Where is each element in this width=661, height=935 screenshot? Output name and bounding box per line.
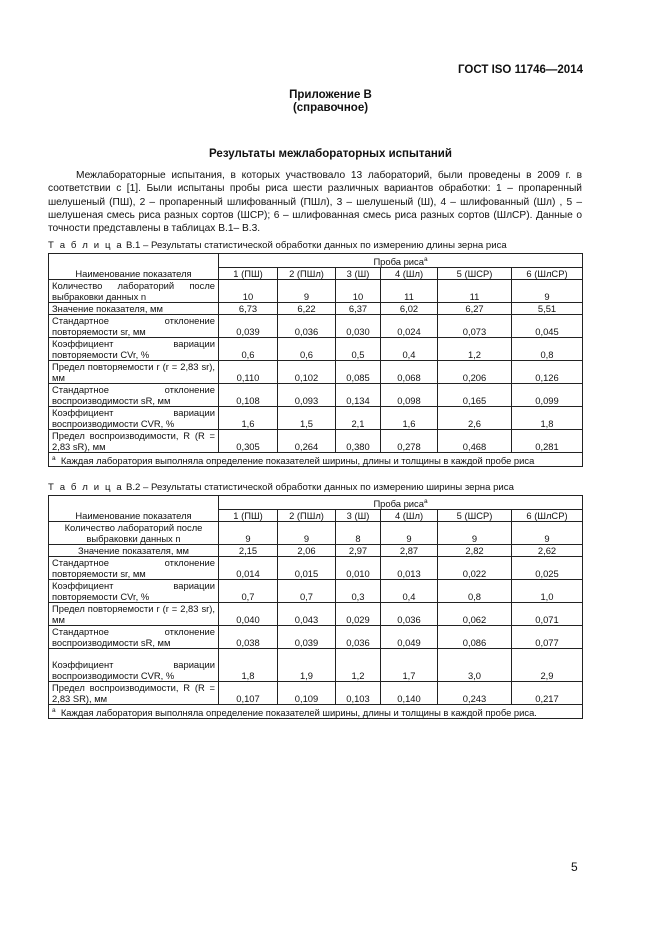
table-cell: 6,37 — [336, 303, 381, 315]
table-row — [49, 580, 583, 603]
table1-col-header: 3 (Ш) — [336, 268, 381, 280]
table-cell: 0,036 — [381, 603, 438, 626]
table1-col-header: 6 (ШлСР) — [512, 268, 583, 280]
table-cell: 0,109 — [278, 682, 336, 705]
table-cell: 0,093 — [278, 384, 336, 407]
row-label: Стандартное отклонение воспроизводимости sR, мм — [49, 626, 219, 649]
table-row — [49, 315, 583, 338]
table-cell: 6,02 — [381, 303, 438, 315]
table-cell: 9 — [278, 280, 336, 303]
table-cell: 10 — [219, 280, 278, 303]
table1-caption-prefix: Т а б л и ц а — [48, 240, 124, 251]
table1-footnote — [49, 453, 583, 467]
row-label: Стандартное отклонение повторяемости sr, мм — [49, 315, 219, 338]
table-cell: 0,281 — [512, 430, 583, 453]
table-cell: 9 — [438, 522, 512, 545]
appendix-title: Приложение В — [289, 89, 372, 101]
table-cell: 0,024 — [381, 315, 438, 338]
table-cell: 0,077 — [512, 626, 583, 649]
table-row — [49, 649, 583, 682]
table2-col-header: 6 (ШлСР) — [512, 510, 583, 522]
section-heading: Результаты межлабораторных испытаний — [209, 148, 452, 160]
table-cell: 0,468 — [438, 430, 512, 453]
table-cell: 0,305 — [219, 430, 278, 453]
row-label: Предел повторяемости r (r = 2,83 sr), мм — [49, 361, 219, 384]
table-cell: 0,045 — [512, 315, 583, 338]
table-row — [49, 603, 583, 626]
table-cell: 2,62 — [512, 545, 583, 557]
table-cell: 0,102 — [278, 361, 336, 384]
table-cell: 0,108 — [219, 384, 278, 407]
table-cell: 0,126 — [512, 361, 583, 384]
table-cell: 0,049 — [381, 626, 438, 649]
table-cell: 0,380 — [336, 430, 381, 453]
standard-code: ГОСТ ISO 11746—2014 — [458, 64, 583, 76]
row-label: Предел воспроизводимости, R (R = 2,83 sR), мм — [49, 430, 219, 453]
table-cell: 0,134 — [336, 384, 381, 407]
table-row — [49, 626, 583, 649]
row-label: Количество лабораторий после выбраковки данных n — [49, 280, 219, 303]
table-cell: 9 — [381, 522, 438, 545]
table-cell: 0,039 — [278, 626, 336, 649]
table-cell: 1,7 — [381, 649, 438, 682]
table-cell: 0,038 — [219, 626, 278, 649]
table-cell: 0,7 — [278, 580, 336, 603]
row-label: Стандартное отклонение воспроизводимости sR, мм — [49, 384, 219, 407]
table-cell: 1,6 — [219, 407, 278, 430]
appendix-subtitle: (справочное) — [292, 102, 369, 114]
table2-caption-text: В.2 – Результаты статистической обработки данных по измерению ширины зерна риса — [125, 482, 514, 493]
table-cell: 0,040 — [219, 603, 278, 626]
table-cell: 0,062 — [438, 603, 512, 626]
table-cell: 0,110 — [219, 361, 278, 384]
table-cell: 0,264 — [278, 430, 336, 453]
table-cell: 6,27 — [438, 303, 512, 315]
table-cell: 1,6 — [381, 407, 438, 430]
table-cell: 0,278 — [381, 430, 438, 453]
table-cell: 2,87 — [381, 545, 438, 557]
table-cell: 0,025 — [512, 557, 583, 580]
table-cell: 2,1 — [336, 407, 381, 430]
table-cell: 0,014 — [219, 557, 278, 580]
table-cell: 0,036 — [278, 315, 336, 338]
table-cell: 1,2 — [438, 338, 512, 361]
table2-caption-prefix: Т а б л и ц а — [48, 482, 124, 493]
row-label: Значение показателя, мм — [49, 545, 219, 557]
table2-col-header: 2 (ПШл) — [278, 510, 336, 522]
table-cell: 0,073 — [438, 315, 512, 338]
table-cell: 1,8 — [512, 407, 583, 430]
table-cell: 2,97 — [336, 545, 381, 557]
table-cell: 1,2 — [336, 649, 381, 682]
table-cell: 6,22 — [278, 303, 336, 315]
table1-col-header: 5 (ШСР) — [438, 268, 512, 280]
table-cell: 9 — [512, 522, 583, 545]
row-label: Количество лабораторий после выбраковки данных n — [49, 522, 219, 545]
table2-caption — [48, 482, 514, 493]
table-row — [49, 430, 583, 453]
row-label: Коэффициент вариации повторяемости CVr, % — [49, 580, 219, 603]
table2-col-header: 3 (Ш) — [336, 510, 381, 522]
table-cell: 6,73 — [219, 303, 278, 315]
table-row — [49, 280, 583, 303]
table-row — [49, 545, 583, 557]
table-row — [49, 522, 583, 545]
table-cell: 9 — [278, 522, 336, 545]
table-cell: 0,4 — [381, 580, 438, 603]
table2-header-group — [219, 496, 583, 510]
table1 — [48, 253, 583, 467]
table-cell: 0,015 — [278, 557, 336, 580]
table2-col-header: 5 (ШСР) — [438, 510, 512, 522]
table-cell: 8 — [336, 522, 381, 545]
table-cell: 0,068 — [381, 361, 438, 384]
table-row — [49, 557, 583, 580]
table2 — [48, 495, 583, 719]
row-label: Предел повторяемости r (r = 2,83 sr), мм — [49, 603, 219, 626]
appendix-heading — [0, 89, 661, 115]
table1-caption — [48, 240, 507, 251]
table-cell: 3,0 — [438, 649, 512, 682]
table-cell: 0,140 — [381, 682, 438, 705]
table-cell: 0,107 — [219, 682, 278, 705]
table-cell: 9 — [512, 280, 583, 303]
table-cell: 9 — [219, 522, 278, 545]
table-cell: 0,029 — [336, 603, 381, 626]
table-cell: 5,51 — [512, 303, 583, 315]
table-row — [49, 361, 583, 384]
table-cell: 1,5 — [278, 407, 336, 430]
row-label: Стандартное отклонение повторяемости sr, мм — [49, 557, 219, 580]
table-cell: 0,036 — [336, 626, 381, 649]
table-row — [49, 338, 583, 361]
row-label: Коэффициент вариации воспроизводимости CVR, % — [49, 407, 219, 430]
table-cell: 0,071 — [512, 603, 583, 626]
table-cell: 0,039 — [219, 315, 278, 338]
table-cell: 0,5 — [336, 338, 381, 361]
table2-footnote-text: Каждая лаборатория выполняла определение показателей ширины, длины и толщины в каждой пробе риса. — [60, 707, 537, 719]
table-cell: 0,7 — [219, 580, 278, 603]
table-cell: 0,013 — [381, 557, 438, 580]
row-label: Предел воспроизводимости, R (R = 2,83 SR), мм — [49, 682, 219, 705]
table1-col-header: 2 (ПШл) — [278, 268, 336, 280]
page-number: 5 — [571, 860, 578, 874]
table-cell: 0,010 — [336, 557, 381, 580]
table2-header-name: Наименование показателя — [49, 496, 219, 522]
table2-header-note: a — [423, 498, 428, 505]
table-cell: 2,15 — [219, 545, 278, 557]
table-cell: 0,4 — [381, 338, 438, 361]
table-cell: 0,022 — [438, 557, 512, 580]
table-row — [49, 407, 583, 430]
table-cell: 1,8 — [219, 649, 278, 682]
table-cell: 11 — [438, 280, 512, 303]
table1-header-note: a — [423, 256, 428, 263]
table-cell: 0,103 — [336, 682, 381, 705]
table-cell: 0,206 — [438, 361, 512, 384]
table2-header-group-text: Проба риса — [373, 498, 424, 510]
table-row — [49, 682, 583, 705]
table1-col-header: 4 (Шл) — [381, 268, 438, 280]
table-cell: 1,0 — [512, 580, 583, 603]
table2-footnote-mark: a — [52, 707, 56, 715]
table1-col-header: 1 (ПШ) — [219, 268, 278, 280]
table-cell: 11 — [381, 280, 438, 303]
table1-caption-text: В.1 – Результаты статистической обработки данных по измерению длины зерна риса — [125, 240, 507, 251]
table-cell: 0,098 — [381, 384, 438, 407]
table-row — [49, 303, 583, 315]
table-cell: 0,165 — [438, 384, 512, 407]
table-cell: 0,8 — [438, 580, 512, 603]
table-cell: 0,243 — [438, 682, 512, 705]
table-cell: 0,8 — [512, 338, 583, 361]
table2-col-header: 1 (ПШ) — [219, 510, 278, 522]
table-cell: 0,6 — [219, 338, 278, 361]
table-cell: 0,086 — [438, 626, 512, 649]
row-label: Коэффициент вариации воспроизводимости CVR, % — [49, 649, 219, 682]
table1-footnote-mark: a — [52, 455, 56, 463]
table-cell: 2,82 — [438, 545, 512, 557]
table-cell: 0,030 — [336, 315, 381, 338]
table-cell: 0,3 — [336, 580, 381, 603]
table-cell: 10 — [336, 280, 381, 303]
row-label: Коэффициент вариации повторяемости CVr, % — [49, 338, 219, 361]
table2-col-header: 4 (Шл) — [381, 510, 438, 522]
table-cell: 0,043 — [278, 603, 336, 626]
table-cell: 1,9 — [278, 649, 336, 682]
table-cell: 2,6 — [438, 407, 512, 430]
table-cell: 0,6 — [278, 338, 336, 361]
table-row — [49, 384, 583, 407]
intro-paragraph — [48, 169, 582, 235]
table1-header-group — [219, 254, 583, 268]
table1-header-group-text: Проба риса — [373, 256, 424, 268]
table-cell: 0,085 — [336, 361, 381, 384]
table-cell: 0,099 — [512, 384, 583, 407]
row-label: Значение показателя, мм — [49, 303, 219, 315]
table1-header-name: Наименование показателя — [49, 254, 219, 280]
table-cell: 2,06 — [278, 545, 336, 557]
table-cell: 0,217 — [512, 682, 583, 705]
intro-text: Межлабораторные испытания, в которых участвовало 13 лабораторий, были проведены в 2009 г. в соответствии с [1]. Были испытаны пробы риса шести различных вариантов обработки: 1 – пропаренный шелушеный (ПШ), 2 – пропаренный шлифованный (ПШл), 3 – шелушеный (Ш), 4 – шлифованный (Шл) , 5 – шелушеная смесь риса разных сортов (ШСР); 6 – шлифованная смесь риса разных сортов (ШлСР). Данные о точности представлены в таблицах В.1– В.3. — [48, 170, 582, 235]
table1-footnote-text: Каждая лаборатория выполняла определение показателей ширины, длины и толщины в каждой пробе риса — [60, 455, 535, 467]
table-cell: 2,9 — [512, 649, 583, 682]
table2-footnote — [49, 705, 583, 719]
